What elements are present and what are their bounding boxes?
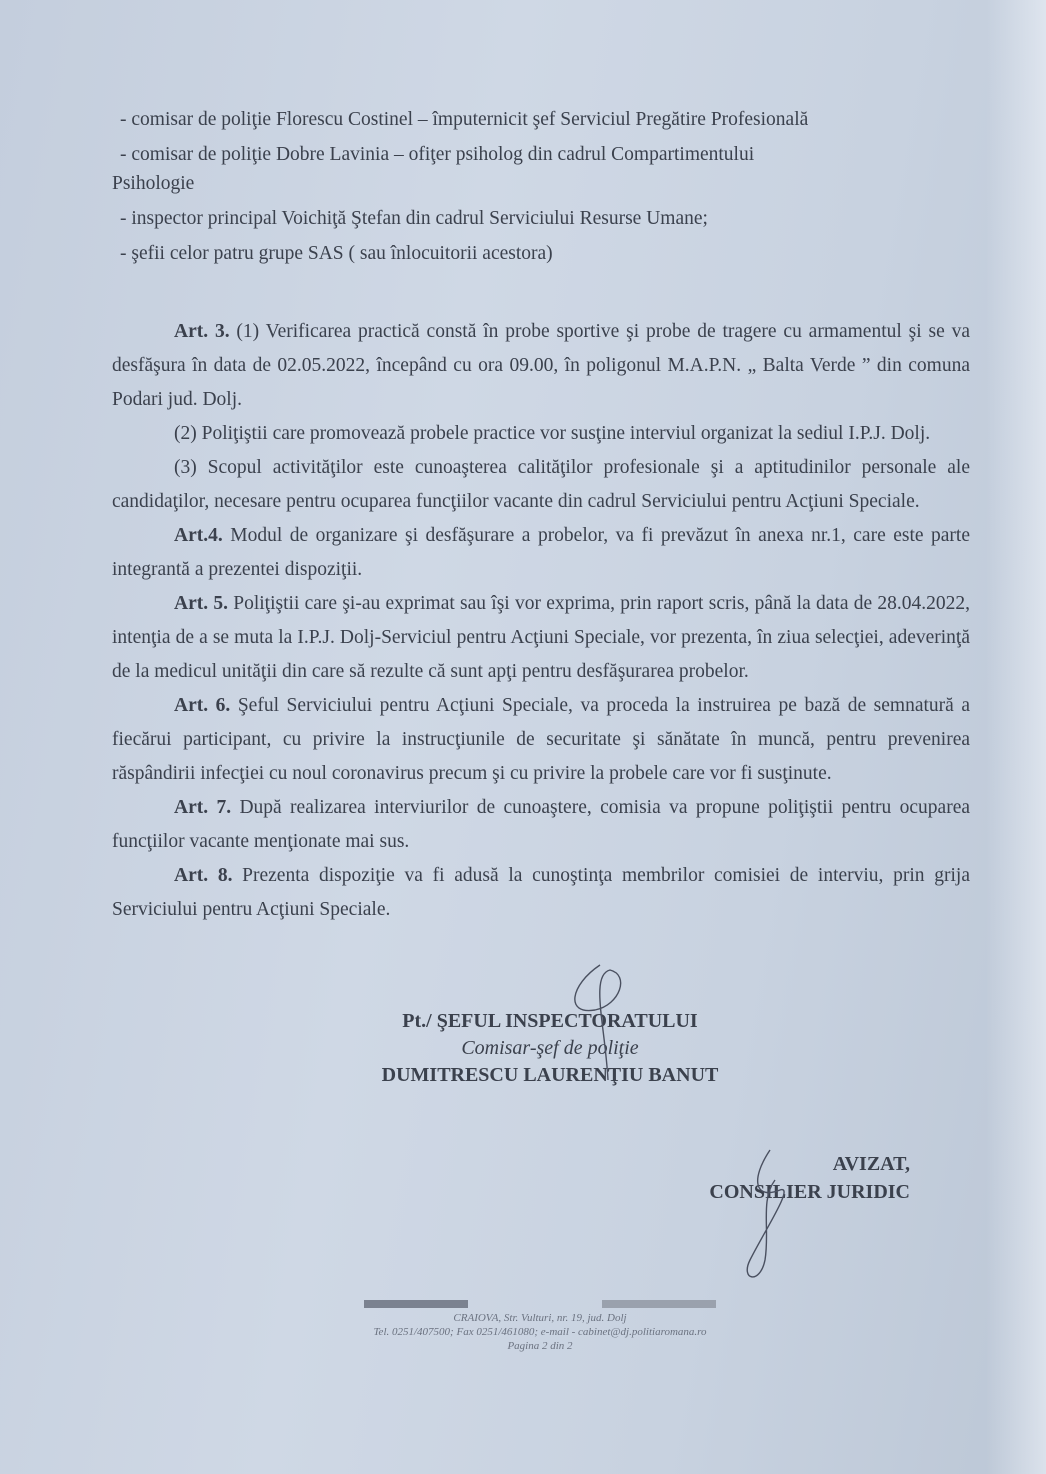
legal-approval xyxy=(660,1150,910,1206)
member-item: - inspector principal Voichiţă Ştefan din cadrul Serviciului Resurse Umane; xyxy=(120,208,708,229)
approval-label: AVIZAT, xyxy=(832,1153,910,1175)
commission-members-list xyxy=(112,108,970,265)
signature-block xyxy=(340,1008,760,1089)
signatory-title: Pt./ ŞEFUL INSPECTORATULUI xyxy=(402,1010,698,1032)
footer-contact: Tel. 0251/407500; Fax 0251/461080; e-mail - cabinet@dj.politiaromana.ro xyxy=(373,1326,707,1338)
footer-divider xyxy=(364,1300,716,1308)
footer-address: CRAIOVA, Str. Vulturi, nr. 19, jud. Dolj xyxy=(453,1312,627,1324)
page-footer xyxy=(300,1300,780,1353)
signatory-rank: Comisar-şef de poliţie xyxy=(461,1037,639,1059)
article-3-1: Art. 3. (1) Verificarea practică constă în probe sportive şi probe de tragere cu armamentul şi se va desfăşura în data de 02.05.2022, începând cu ora 09.00, în poligonul M.A.P.N. „ Balta Verde ” din comuna Podari jud. Dolj. xyxy=(112,321,970,410)
article-3-2: (2) Poliţiştii care promovează probele practice vor susţine interviul organizat la sediul I.P.J. Dolj. xyxy=(174,423,931,444)
article-3-3: (3) Scopul activităţilor este cunoaşterea calităţilor profesionale şi a aptitudinilor personale ale candidaţilor, necesare pentru ocuparea funcţiilor vacante din cadrul Serviciului pentru Acţiuni Speciale. xyxy=(112,457,970,512)
document-body xyxy=(112,108,970,927)
article-8: Art. 8. Prezenta dispoziţie va fi adusă la cunoştinţa membrilor comisiei de interviu, prin grija Serviciului pentru Acţiuni Speciale. xyxy=(112,865,970,920)
member-item: - şefii celor patru grupe SAS ( sau înlocuitorii acestora) xyxy=(120,243,553,264)
article-4: Art.4. Modul de organizare şi desfăşurare a probelor, va fi prevăzut în anexa nr.1, care este parte integrantă a prezentei dispoziţii. xyxy=(112,525,970,580)
article-6: Art. 6. Şeful Serviciului pentru Acţiuni Speciale, va proceda la instruirea pe bază de semnatură a fiecărui participant, cu privire la instrucţiunile de securitate şi sănătate în muncă, pentru prevenirea răspândirii infecţiei cu noul coronavirus precum şi cu privire la probele care vor fi susţinute. xyxy=(112,695,970,784)
signatory-name: DUMITRESCU LAURENŢIU BANUT xyxy=(381,1064,719,1086)
article-7: Art. 7. După realizarea interviurilor de cunoaştere, comisia va propune poliţiştii pentru ocuparea funcţiilor vacante menţionate mai sus. xyxy=(112,797,971,852)
articles xyxy=(112,315,970,927)
article-5: Art. 5. Poliţiştii care şi-au exprimat sau îşi vor exprima, prin raport scris, până la data de 28.04.2022, intenţia de a se muta la I.P.J. Dolj-Serviciul pentru Acţiuni Speciale, vor prezenta, în ziua selecţiei, adeverinţă de la medicul unităţii din care să rezulte că sunt apţi pentru desfăşurarea probelor. xyxy=(112,593,971,682)
member-item: - comisar de poliţie Florescu Costinel – împuternicit şef Serviciul Pregătire Profesională xyxy=(120,109,809,130)
page-number: Pagina 2 din 2 xyxy=(507,1340,573,1352)
member-item-continuation: Psihologie xyxy=(112,173,195,194)
paper-edge xyxy=(986,0,1046,1474)
approval-role: CONSILIER JURIDIC xyxy=(709,1181,910,1203)
member-item: - comisar de poliţie Dobre Lavinia – ofiţer psiholog din cadrul Compartimentului xyxy=(120,144,755,165)
